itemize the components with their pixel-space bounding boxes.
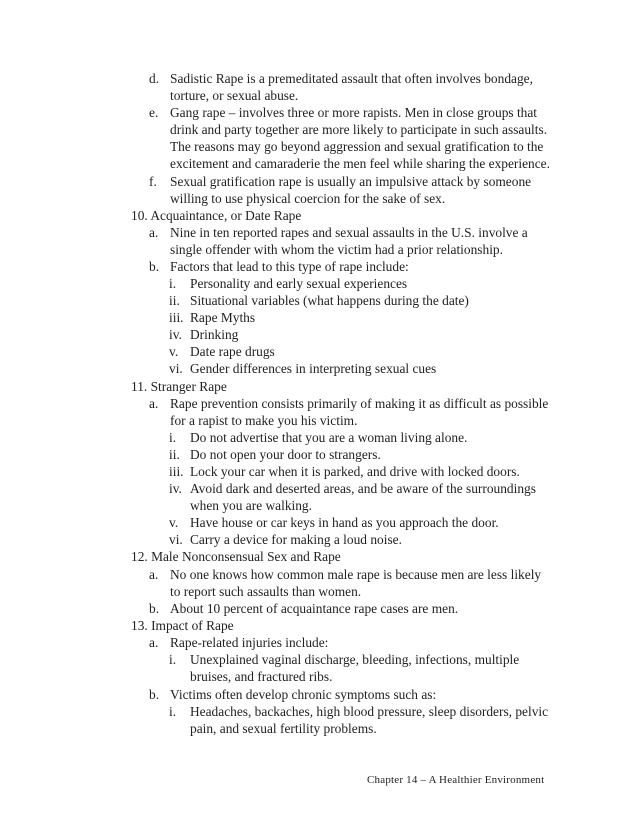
sublist-marker: vi. — [169, 361, 183, 376]
sublist-marker: i. — [169, 652, 177, 667]
sublist-marker: iii. — [169, 464, 184, 479]
list-item-text: Factors that lead to this type of rape include: — [170, 259, 409, 274]
section-heading: 10. Acquaintance, or Date Rape — [131, 208, 302, 223]
sublist-item-text: Avoid dark and deserted areas, and be aware of the surroundings — [190, 481, 536, 496]
section-heading: 11. Stranger Rape — [131, 379, 227, 394]
sublist-item-text: pain, and sexual fertility problems. — [190, 721, 377, 736]
list-item-text: Rape-related injuries include: — [170, 635, 329, 650]
sublist-item-text: Date rape drugs — [190, 344, 275, 359]
list-item-text: torture, or sexual abuse. — [170, 88, 299, 103]
sublist-marker: ii. — [169, 293, 180, 308]
list-item-text: About 10 percent of acquaintance rape cases are men. — [170, 601, 459, 616]
page-footer: Chapter 14 – A Healthier Environment — [367, 774, 545, 786]
sublist-marker: iv. — [169, 327, 182, 342]
sublist-item-text: Have house or car keys in hand as you approach the door. — [190, 515, 499, 530]
sublist-item-text: Headaches, backaches, high blood pressure, sleep disorders, pelvic — [190, 704, 549, 719]
sublist-item-text: when you are walking. — [190, 498, 312, 513]
list-item-text: single offender with whom the victim had a prior relationship. — [170, 242, 503, 257]
list-marker: a. — [149, 225, 159, 240]
sublist-marker: ii. — [169, 447, 180, 462]
list-item-text: Nine in ten reported rapes and sexual assaults in the U.S. involve a — [170, 225, 528, 240]
sublist-item-text: Personality and early sexual experiences — [190, 276, 408, 291]
sublist-marker: i. — [169, 430, 177, 445]
list-item-text: Gang rape – involves three or more rapists. Men in close groups that — [170, 105, 538, 120]
sublist-marker: v. — [169, 344, 179, 359]
list-item-text: for a rapist to make you his victim. — [170, 413, 358, 428]
sublist-item-text: bruises, and fractured ribs. — [190, 669, 333, 684]
section-heading: 12. Male Nonconsensual Sex and Rape — [131, 549, 341, 564]
list-item-text: Rape prevention consists primarily of making it as difficult as possible — [170, 396, 549, 411]
sublist-item-text: Gender differences in interpreting sexual cues — [190, 361, 437, 376]
list-item-text: Sadistic Rape is a premeditated assault that often involves bondage, — [170, 71, 533, 86]
sublist-marker: iv. — [169, 481, 182, 496]
list-item-text: No one knows how common male rape is because men are less likely — [170, 567, 542, 582]
sublist-item-text: Lock your car when it is parked, and drive with locked doors. — [190, 464, 520, 479]
list-item-text: willing to use physical coercion for the sake of sex. — [170, 191, 446, 206]
list-marker: b. — [149, 259, 160, 274]
sublist-item-text: Rape Myths — [190, 310, 256, 325]
sublist-item-text: Unexplained vaginal discharge, bleeding, infections, multiple — [190, 652, 520, 667]
list-item-text: excitement and camaraderie the men feel while sharing the experience. — [170, 156, 550, 171]
section-heading: 13. Impact of Rape — [131, 618, 234, 633]
list-item-text: The reasons may go beyond aggression and sexual gratification to the — [170, 139, 544, 154]
sublist-item-text: Drinking — [190, 327, 239, 342]
list-marker: a. — [149, 635, 159, 650]
sublist-item-text: Do not open your door to strangers. — [190, 447, 381, 462]
list-item-text: to report such assaults than women. — [170, 584, 362, 599]
list-marker: a. — [149, 396, 159, 411]
sublist-item-text: Carry a device for making a loud noise. — [190, 532, 402, 547]
list-item-text: Sexual gratification rape is usually an impulsive attack by someone — [170, 174, 532, 189]
list-marker: a. — [149, 567, 159, 582]
list-item-text: drink and party together are more likely to participate in such assaults. — [170, 122, 548, 137]
list-marker: f. — [149, 174, 157, 189]
sublist-item-text: Situational variables (what happens during the date) — [190, 293, 469, 308]
sublist-item-text: Do not advertise that you are a woman living alone. — [190, 430, 468, 445]
sublist-marker: vi. — [169, 532, 183, 547]
sublist-marker: iii. — [169, 310, 184, 325]
list-marker: b. — [149, 687, 160, 702]
sublist-marker: i. — [169, 276, 177, 291]
sublist-marker: i. — [169, 704, 177, 719]
sublist-marker: v. — [169, 515, 179, 530]
list-marker: d. — [149, 71, 160, 86]
list-marker: e. — [149, 105, 159, 120]
list-marker: b. — [149, 601, 160, 616]
list-item-text: Victims often develop chronic symptoms such as: — [170, 687, 437, 702]
